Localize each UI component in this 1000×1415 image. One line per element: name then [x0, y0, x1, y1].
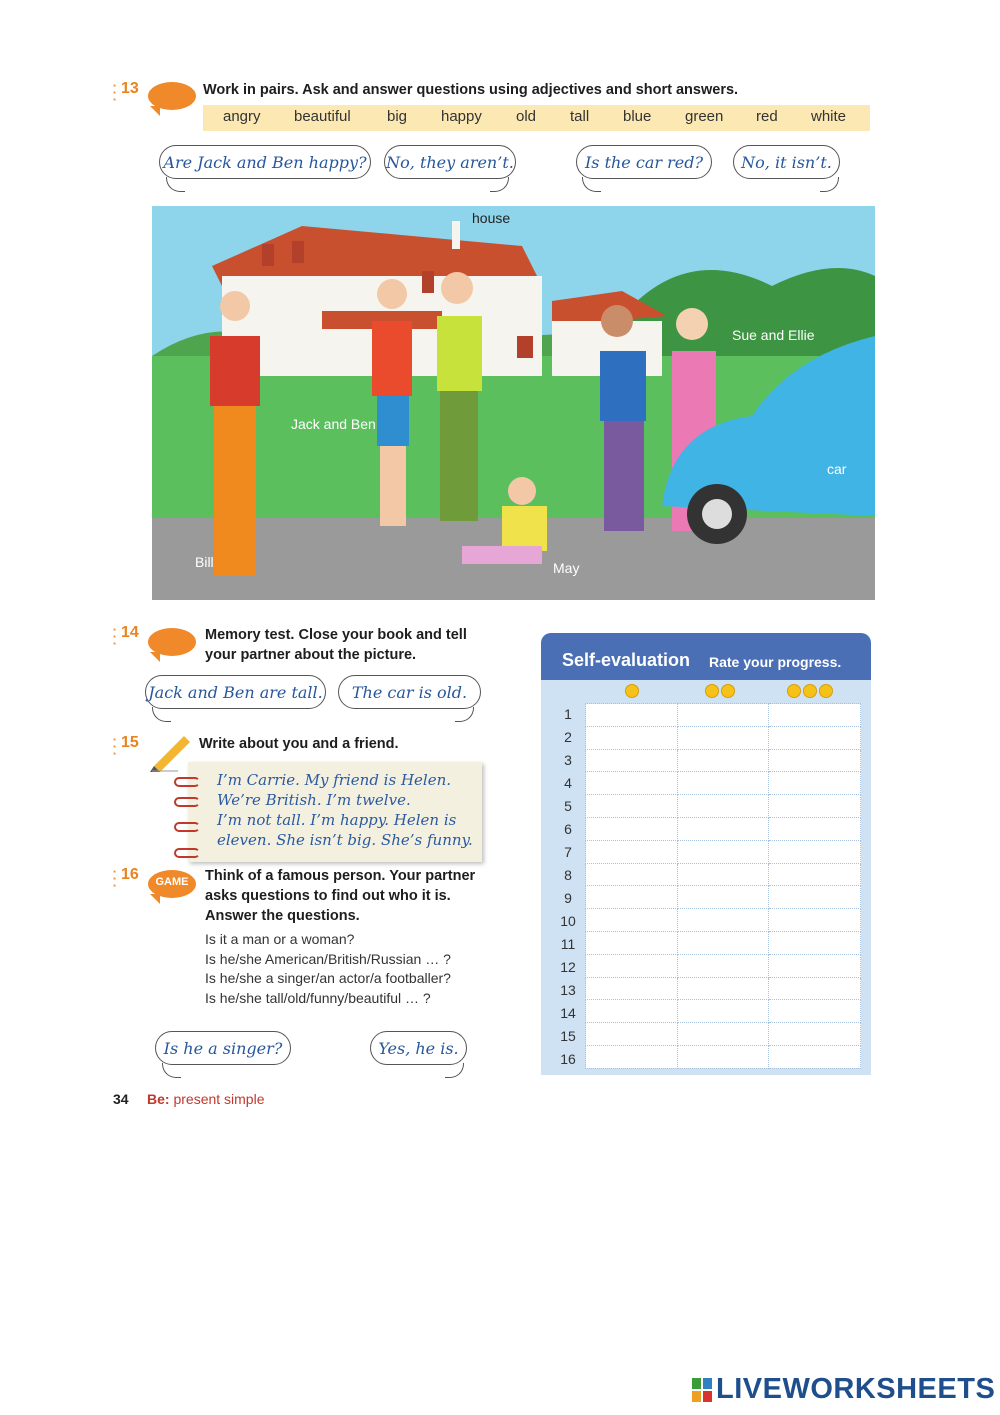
speech-icon — [148, 628, 196, 656]
label-bill: Bill — [195, 554, 214, 570]
word: beautiful — [294, 108, 351, 125]
rating-cell[interactable] — [769, 931, 861, 954]
rating-cell[interactable] — [677, 1023, 769, 1046]
exercise-16-instruction-3: Answer the questions. — [205, 908, 360, 924]
rating-cell[interactable] — [677, 1045, 769, 1068]
row-number: 10 — [560, 913, 576, 929]
label-jack-ben: Jack and Ben — [291, 416, 376, 432]
rating-cell[interactable] — [677, 909, 769, 932]
ring-icon — [174, 777, 200, 787]
row-number: 14 — [560, 1005, 576, 1021]
scene-illustration — [152, 206, 875, 600]
liveworksheets-brand: LIVEWORKSHEETS — [716, 1373, 996, 1405]
rating-cell[interactable] — [677, 772, 769, 795]
rating-cell[interactable] — [677, 1000, 769, 1023]
smiley-icon — [786, 684, 834, 703]
game-badge-label: GAME — [155, 876, 189, 888]
note-line: I’m Carrie. My friend is Helen. — [217, 771, 452, 789]
speech-bubble: The car is old. — [338, 675, 481, 709]
bubble-tail — [166, 177, 185, 192]
rating-cell[interactable] — [769, 795, 861, 818]
rating-cell[interactable] — [586, 795, 678, 818]
row-number: 16 — [560, 1051, 576, 1067]
row-number: 6 — [564, 821, 572, 837]
row-number: 9 — [564, 890, 572, 906]
rating-cell[interactable] — [677, 886, 769, 909]
exercise-14-instruction-1: Memory test. Close your book and tell — [205, 627, 467, 643]
rating-cell[interactable] — [586, 817, 678, 840]
rating-grid — [585, 703, 861, 1069]
bubble-tail — [820, 177, 839, 192]
self-evaluation-subtitle: Rate your progress. — [709, 654, 842, 670]
row-number: 12 — [560, 959, 576, 975]
rating-cell[interactable] — [677, 749, 769, 772]
rating-cell[interactable] — [677, 795, 769, 818]
rating-cell[interactable] — [769, 772, 861, 795]
rating-cell[interactable] — [677, 931, 769, 954]
note-line: eleven. She isn’t big. She’s funny. — [217, 831, 473, 849]
word: tall — [570, 108, 590, 125]
rating-cell[interactable] — [769, 1045, 861, 1068]
rating-cell[interactable] — [769, 886, 861, 909]
rating-cell[interactable] — [586, 977, 678, 1000]
word: angry — [223, 108, 261, 125]
rating-cell[interactable] — [769, 704, 861, 727]
exercise-16-instruction-2: asks questions to find out who it is. — [205, 888, 451, 904]
rating-cell[interactable] — [586, 1023, 678, 1046]
word: happy — [441, 108, 482, 125]
page-topic — [147, 1091, 265, 1107]
rating-cell[interactable] — [586, 1045, 678, 1068]
ring-icon — [174, 848, 200, 858]
rating-cell[interactable] — [769, 749, 861, 772]
rating-cell[interactable] — [769, 909, 861, 932]
rating-cell[interactable] — [586, 909, 678, 932]
row-number: 3 — [564, 752, 572, 768]
question-line: Is he/she American/British/Russian … ? — [205, 951, 451, 967]
exercise-number: 15 — [121, 734, 139, 751]
speech-bubble: Are Jack and Ben happy? — [159, 145, 371, 179]
rating-cell[interactable] — [677, 954, 769, 977]
self-evaluation-panel — [541, 633, 871, 1075]
speech-bubble: Yes, he is. — [370, 1031, 467, 1065]
liveworksheets-logo-icon — [692, 1378, 712, 1402]
bubble-tail — [455, 707, 474, 722]
exercise-13-instruction: Work in pairs. Ask and answer questions using adjectives and short answers. — [203, 82, 739, 98]
stars-icon: * * * — [113, 627, 117, 650]
rating-cell[interactable] — [586, 726, 678, 749]
rating-cell[interactable] — [586, 931, 678, 954]
rating-cell[interactable] — [677, 726, 769, 749]
label-car: car — [827, 461, 847, 477]
word: green — [685, 108, 724, 125]
exercise-number: 16 — [121, 866, 139, 883]
row-number: 13 — [560, 982, 576, 998]
question-line: Is it a man or a woman? — [205, 931, 355, 947]
row-number: 15 — [560, 1028, 576, 1044]
rating-cell[interactable] — [677, 863, 769, 886]
rating-cell[interactable] — [586, 886, 678, 909]
stars-icon: * * * — [113, 869, 117, 892]
page-number: 34 — [113, 1091, 129, 1107]
rating-cell[interactable] — [769, 840, 861, 863]
bubble-tail — [490, 177, 509, 192]
pencil-icon — [148, 732, 192, 772]
rating-cell[interactable] — [677, 817, 769, 840]
smiley-icon — [704, 684, 736, 703]
row-number: 7 — [564, 844, 572, 860]
rating-cell[interactable] — [586, 840, 678, 863]
ring-icon — [174, 797, 200, 807]
bubble-tail — [445, 1063, 464, 1078]
smiley-icon — [624, 684, 640, 703]
word: blue — [623, 108, 652, 125]
speech-bubble: No, it isn’t. — [733, 145, 840, 179]
speech-icon — [148, 82, 196, 110]
row-number: 11 — [560, 936, 576, 952]
self-evaluation-title: Self-evaluation — [562, 650, 691, 670]
speech-bubble: No, they aren’t. — [384, 145, 516, 179]
rating-cell[interactable] — [769, 977, 861, 1000]
ring-icon — [174, 822, 200, 832]
question-line: Is he/she a singer/an actor/a footballer? — [205, 970, 451, 986]
row-number: 1 — [564, 706, 572, 722]
bubble-tail — [152, 707, 171, 722]
row-number: 5 — [564, 798, 572, 814]
question-line: Is he/she tall/old/funny/beautiful … ? — [205, 990, 431, 1006]
speech-bubble: Is he a singer? — [155, 1031, 291, 1065]
word: big — [387, 108, 408, 125]
rating-cell[interactable] — [586, 1000, 678, 1023]
label-house: house — [472, 210, 511, 226]
rating-cell[interactable] — [586, 704, 678, 727]
word: old — [516, 108, 537, 125]
rating-cell[interactable] — [769, 1000, 861, 1023]
stars-icon: * * * — [113, 737, 117, 760]
exercise-14-instruction-2: your partner about the picture. — [205, 647, 417, 663]
word: white — [811, 108, 847, 125]
rating-cell[interactable] — [586, 954, 678, 977]
row-number: 4 — [564, 775, 572, 791]
speech-bubble: Jack and Ben are tall. — [145, 675, 326, 709]
label-may: May — [553, 560, 580, 576]
rating-cell[interactable] — [769, 863, 861, 886]
rating-cell[interactable] — [769, 726, 861, 749]
rating-cell[interactable] — [586, 749, 678, 772]
row-number: 8 — [564, 867, 572, 883]
exercise-16-instruction-1: Think of a famous person. Your partner — [205, 868, 476, 884]
topic-text: present simple — [173, 1091, 265, 1107]
rating-cell[interactable] — [586, 863, 678, 886]
exercise-number: 14 — [121, 624, 139, 641]
rating-cell[interactable] — [677, 840, 769, 863]
row-number: 2 — [564, 729, 572, 745]
topic-bold: Be: — [147, 1091, 170, 1107]
bubble-tail — [162, 1063, 181, 1078]
rating-cell[interactable] — [769, 1023, 861, 1046]
rating-cell[interactable] — [769, 954, 861, 977]
rating-cell[interactable] — [769, 817, 861, 840]
speech-bubble: Is the car red? — [576, 145, 712, 179]
bubble-tail — [582, 177, 601, 192]
exercise-15-instruction: Write about you and a friend. — [199, 736, 399, 752]
rating-cell[interactable] — [677, 704, 769, 727]
exercise-number: 13 — [121, 80, 139, 97]
stars-icon: * * * — [113, 83, 117, 106]
label-sue-ellie: Sue and Ellie — [732, 327, 815, 343]
note-line: I’m not tall. I’m happy. Helen is — [217, 811, 457, 829]
word: red — [756, 108, 778, 125]
scene-drawing — [152, 206, 875, 600]
rating-cell[interactable] — [586, 772, 678, 795]
rating-cell[interactable] — [677, 977, 769, 1000]
note-line: We’re British. I’m twelve. — [217, 791, 411, 809]
